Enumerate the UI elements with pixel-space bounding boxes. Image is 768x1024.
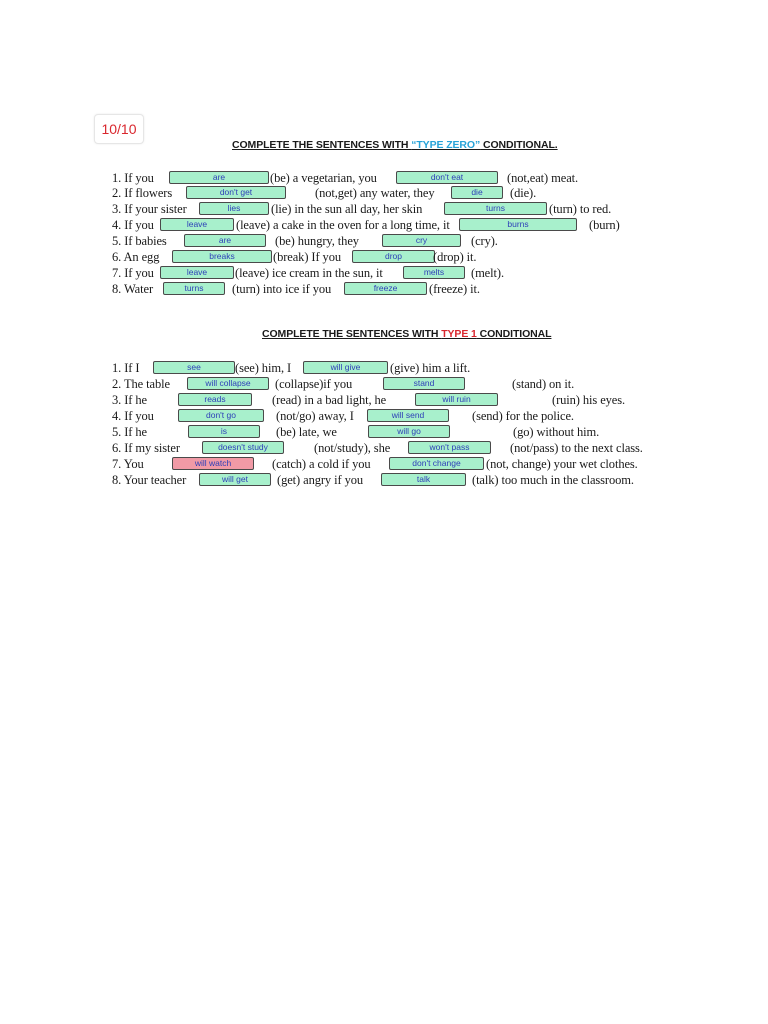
sentence-text: (melt).: [471, 266, 504, 280]
title-highlight: “TYPE ZERO”: [411, 139, 481, 151]
sentence-text: (go) without him.: [513, 425, 600, 439]
answer-field[interactable]: don't change: [389, 457, 484, 470]
sentence-text: (burn): [589, 218, 620, 232]
sentence-text: 2. The table: [112, 377, 170, 391]
answer-field[interactable]: talk: [381, 473, 466, 486]
sentence-text: 2. If flowers: [112, 186, 173, 200]
answer-field[interactable]: drop: [352, 250, 435, 263]
answer-field[interactable]: freeze: [344, 282, 427, 295]
sentence-text: (turn) to red.: [549, 202, 612, 216]
answer-field[interactable]: turns: [163, 282, 225, 295]
answer-field[interactable]: won't pass: [408, 441, 491, 454]
sentence-text: (not, change) your wet clothes.: [486, 457, 638, 471]
answer-field[interactable]: will collapse: [187, 377, 269, 390]
sentence-text: (not/study), she: [314, 441, 391, 455]
sentence-text: (not,get) any water, they: [315, 186, 435, 200]
answer-field[interactable]: will watch: [172, 457, 254, 470]
sentence-text: (turn) into ice if you: [232, 282, 332, 296]
sentence-text: (talk) too much in the classroom.: [472, 473, 634, 487]
sentence-text: (lie) in the sun all day, her skin: [271, 202, 423, 216]
sentence-text: (get) angry if you: [277, 473, 364, 487]
answer-field[interactable]: see: [153, 361, 235, 374]
answer-field[interactable]: melts: [403, 266, 465, 279]
sentence-text: (not/go) away, I: [276, 409, 354, 423]
sentence-text: (freeze) it.: [429, 282, 480, 296]
answer-field[interactable]: doesn't study: [202, 441, 284, 454]
answer-field[interactable]: will give: [303, 361, 388, 374]
title-part: CONDITIONAL: [476, 328, 552, 340]
answer-field[interactable]: don't eat: [396, 171, 498, 184]
title-part: CONDITIONAL.: [480, 139, 558, 151]
sentence-text: (not/pass) to the next class.: [510, 441, 643, 455]
answer-field[interactable]: breaks: [172, 250, 272, 263]
sentence-text: (cry).: [471, 234, 498, 248]
sentence-text: (die).: [510, 186, 537, 200]
sentence-text: (collapse)if you: [275, 377, 353, 391]
sentence-text: (send) for the police.: [472, 409, 574, 423]
answer-field[interactable]: stand: [383, 377, 465, 390]
sentence-text: (be) late, we: [276, 425, 337, 439]
sentence-text: 8. Your teacher: [112, 473, 187, 487]
section-1-title: [232, 139, 558, 151]
answer-field[interactable]: are: [184, 234, 266, 247]
sentence-text: (see) him, I: [235, 361, 292, 375]
sentence-text: (not,eat) meat.: [507, 171, 579, 185]
sentence-text: (stand) on it.: [512, 377, 575, 391]
sentence-text: 1. If I: [112, 361, 140, 375]
answer-field[interactable]: will send: [367, 409, 449, 422]
sentence-text: 3. If your sister: [112, 202, 187, 216]
answer-field[interactable]: cry: [382, 234, 461, 247]
answer-field[interactable]: don't go: [178, 409, 264, 422]
answer-field[interactable]: leave: [160, 218, 234, 231]
sentence-text: 4. If you: [112, 409, 154, 423]
sentence-text: (ruin) his eyes.: [552, 393, 626, 407]
sentence-text: 1. If you: [112, 171, 154, 185]
answer-field[interactable]: is: [188, 425, 260, 438]
sentence-text: 6. An egg: [112, 250, 160, 264]
sentence-text: (be) a vegetarian, you: [270, 171, 377, 185]
title-part: COMPLETE THE SENTENCES WITH: [262, 328, 442, 340]
sentence-text: 3. If he: [112, 393, 147, 407]
answer-field[interactable]: are: [169, 171, 269, 184]
sentence-text: 6. If my sister: [112, 441, 180, 455]
answer-field[interactable]: will go: [368, 425, 450, 438]
sentence-text: 8. Water: [112, 282, 154, 296]
section-2-title: [262, 328, 551, 340]
sentence-text: 7. You: [112, 457, 144, 471]
answer-field[interactable]: don't get: [186, 186, 286, 199]
answer-field[interactable]: lies: [199, 202, 269, 215]
title-highlight: TYPE 1: [441, 328, 477, 340]
answer-field[interactable]: die: [451, 186, 503, 199]
sentence-text: (give) him a lift.: [390, 361, 471, 375]
sentence-text: 7. If you: [112, 266, 154, 280]
answer-field[interactable]: will get: [199, 473, 271, 486]
answer-field[interactable]: turns: [444, 202, 547, 215]
sentence-text: 5. If he: [112, 425, 147, 439]
sentence-text: (leave) a cake in the oven for a long time, it: [236, 218, 450, 232]
sentence-text: 4. If you: [112, 218, 154, 232]
score-badge: 10/10: [94, 114, 144, 144]
title-part: COMPLETE THE SENTENCES WITH: [232, 139, 412, 151]
sentence-text: (drop) it.: [433, 250, 477, 264]
answer-field[interactable]: will ruin: [415, 393, 498, 406]
sentence-text: (be) hungry, they: [275, 234, 359, 248]
sentence-text: (read) in a bad light, he: [272, 393, 387, 407]
sentence-text: (break) If you: [273, 250, 342, 264]
answer-field[interactable]: leave: [160, 266, 234, 279]
answer-field[interactable]: burns: [459, 218, 577, 231]
answer-field[interactable]: reads: [178, 393, 252, 406]
sentence-text: 5. If babies: [112, 234, 167, 248]
sentence-text: (leave) ice cream in the sun, it: [235, 266, 383, 280]
sentence-text: (catch) a cold if you: [272, 457, 371, 471]
